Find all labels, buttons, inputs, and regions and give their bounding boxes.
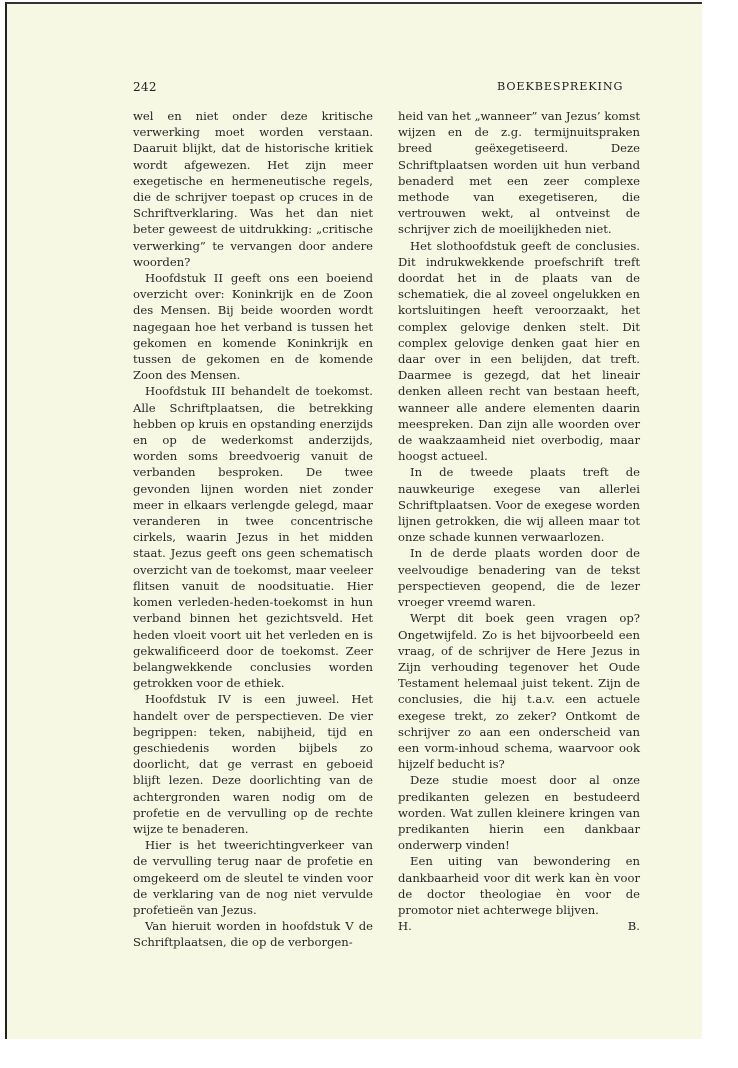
paragraph: Van hieruit worden in hoofdstuk V de Schriftplaatsen, die op de verborgen- [133,919,373,950]
paragraph: Werpt dit boek geen vragen op? Ongetwijfeld. Zo is het bijvoorbeeld een vraag, of de schrijver de Here Jezus in Zijn verhouding tegenover het Oude Testament helemaal juist tekent. Zijn de conclusies, die hij t.a.v. een actuele exegese trekt, zo zeker? Ontkomt de schrijver zo aan een onderscheid van een vorm-inhoud schema, waarvoor ook hijzelf beducht is? [398,611,640,772]
left-column [133,108,373,951]
paragraph: Het slothoofdstuk geeft de conclusies. Dit indrukwekkende proefschrift treft doordat het in de plaats van de schematiek, die al zoveel ongelukken en kortsluitingen heeft veroorzaakt, het complex gelovige denken stelt. Dit complex gelovige denken gaat hier en daar over in een belijden, dat treft. Daarmee is gezegd, dat het lineair denken alleen recht van bestaan heeft, wanneer alle andere elementen daarin meespreken. Dan zijn alle woorden over de waakzaamheid niet overbodig, maar hoogst actueel. [398,238,640,464]
paragraph: Hier is het tweerichtingverkeer van de vervulling terug naar de profetie en omgekeerd om de sleutel te vinden voor de verklaring van de nog niet vervulde profetieën van Jezus. [133,838,373,917]
paragraph: Hoofdstuk III behandelt de toekomst. Alle Schriftplaatsen, die betrekking hebben op kruis en opstanding enerzijds en op de wederkomst anderzijds, worden soms breedvoerig vanuit de verbanden besproken. De twee gevonden lijnen worden niet zonder meer in elkaars verlengde gelegd, maar veranderen in twee concentrische cirkels, waarin Jezus in het midden staat. Jezus geeft ons geen schematisch overzicht van de toekomst, maar veeleer flitsen vanuit de noodsituatie. Hier komen verleden-heden-toekomst in hun verband binnen het gezichtsveld. Het heden vloeit voort uit het verleden en is gekwalificeerd door de toekomst. Zeer belangwekkende conclusies worden getrokken voor de ethiek. [133,384,373,691]
right-column [398,108,640,934]
page-number: 242 [133,80,157,94]
paragraph: Hoofdstuk II geeft ons een boeiend overzicht over: Koninkrijk en de Zoon des Mensen. Bij beide woorden wordt nagegaan hoe het verband is tussen het gekomen en komende Koninkrijk en tussen de gekomen en de komende Zoon des Mensen. [133,271,373,383]
signature-initial-left: H. [398,919,412,934]
paragraph: Hoofdstuk IV is een juweel. Het handelt over de perspectieven. De vier begrippen: teken, nabijheid, tijd en geschiedenis worden bijbels zo doorlicht, dat ge verrast en geboeid blijft lezen. Deze doorlichting van de achtergronden waren nodig om de profetie en de vervulling op de rechte wijze te benaderen. [133,692,373,836]
signature-initial-right: B. [627,919,640,934]
paragraph: Deze studie moest door al onze predikanten gelezen en bestudeerd worden. Wat zullen kleinere kringen van predikanten hierin een dankbaar onderwerp vinden! [398,773,640,853]
paragraph: In de tweede plaats treft de nauwkeurige exegese van allerlei Schriftplaatsen. Voor de exegese worden lijnen getrokken, die wij alleen maar tot onze schade kunnen verwaarlozen. [398,465,640,545]
paragraph: heid van het „wanneer” van Jezus’ komst wijzen en de z.g. termijnuitspraken breed geëxegetiseerd. Deze Schriftplaatsen worden uit hun verband benaderd met een zeer complexe methode van exegetiseren, die vertrouwen wekt, al ontveinst de schrijver zich de moeilijkheden niet. [398,109,640,237]
paragraph: wel en niet onder deze kritische verwerking moet worden verstaan. Daaruit blijkt, dat de historische kritiek wordt afgewezen. Het zijn meer exegetische en hermeneutische regels, die de schrijver toepast op cruces in de Schriftverklaring. Was het dan niet beter geweest de uitdrukking: „critische verwerking” te vervangen door andere woorden? [133,109,373,269]
signature [398,918,640,934]
running-head: BOEKBESPREKING [497,80,624,93]
paragraph: In de derde plaats worden door de veelvoudige benadering van de tekst perspectieven geopend, die de lezer vroeger vreemd waren. [398,546,640,610]
paragraph: Een uiting van bewondering en dankbaarheid voor dit werk kan èn voor de doctor theologiae èn voor de promotor niet achterwege blijven. [398,854,640,917]
